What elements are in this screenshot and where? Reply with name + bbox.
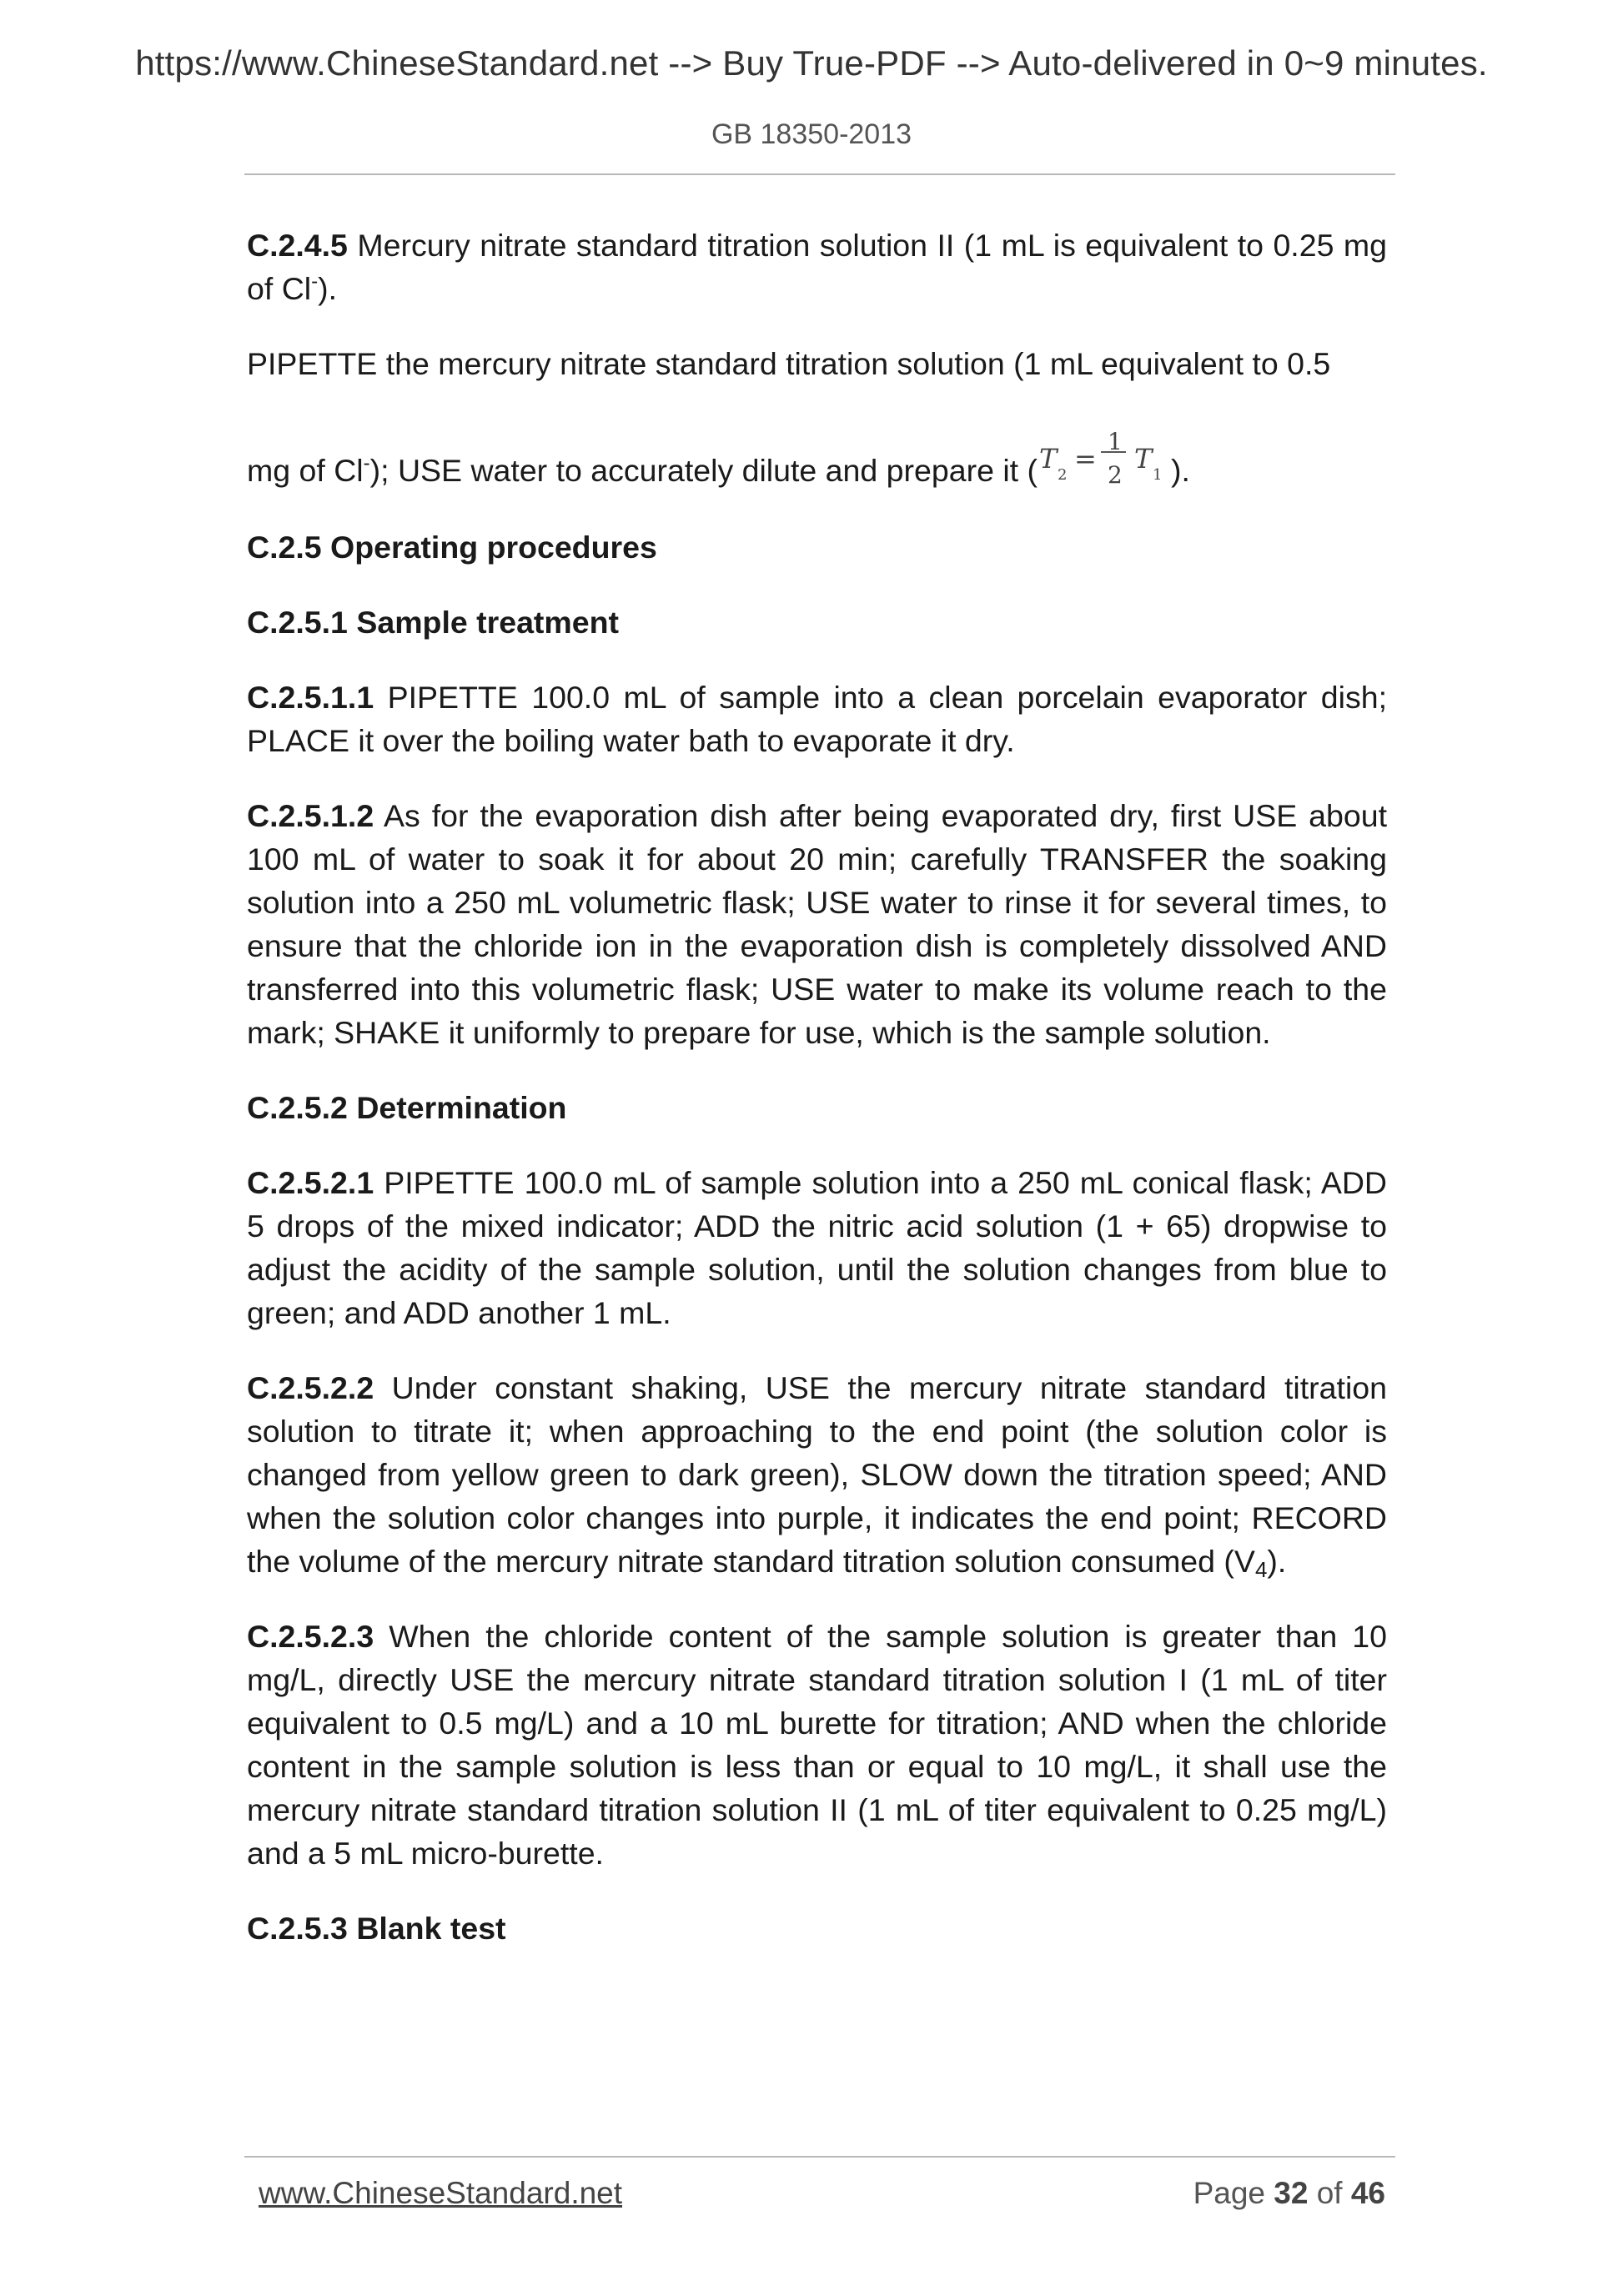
formula-denominator: 2: [1108, 461, 1123, 489]
formula-line-end: ).: [1171, 453, 1190, 488]
footer-site-link[interactable]: www.ChineseStandard.net: [259, 2176, 623, 2210]
heading-c2-5-1: C.2.5.1 Sample treatment: [247, 605, 620, 640]
clause-c2-5-2-1: [247, 1161, 1387, 1334]
formula-lhs: T: [1039, 443, 1058, 475]
superscript: -: [311, 270, 319, 293]
header-divider: [244, 173, 1395, 175]
formula-rhs: T: [1134, 443, 1153, 475]
formula-lhs-sub: 2: [1058, 466, 1068, 484]
formula-line-text: mg of Cl: [247, 453, 364, 488]
formula-line: [247, 419, 1387, 494]
heading-c2-5: C.2.5 Operating procedures: [247, 530, 657, 565]
clause-number: C.2.5.2.3: [247, 1619, 374, 1654]
formula-equals: =: [1074, 443, 1097, 475]
page-label: Page: [1193, 2176, 1265, 2210]
formula-line-text-b: ); USE water to accurately dilute and prepare it (: [369, 453, 1038, 488]
of-label: of: [1316, 2176, 1343, 2210]
formula-fraction-bar: [1101, 451, 1126, 453]
clause-c2-5-2-3: [247, 1615, 1387, 1875]
clause-text-end: ).: [1267, 1544, 1287, 1579]
clause-c2-4-5-instruction: PIPETTE the mercury nitrate standard titration solution (1 mL equivalent to 0.5: [247, 346, 1331, 381]
formula-rhs-sub: 1: [1153, 466, 1163, 484]
superscript: -: [363, 452, 370, 475]
clause-number: C.2.5.1.1: [247, 680, 374, 715]
clause-c2-5-1-2: [247, 794, 1387, 1054]
clause-number: C.2.5.2.2: [247, 1370, 374, 1405]
clause-text: PIPETTE 100.0 mL of sample into a clean porcelain evaporator dish; PLACE it over the boiling water bath to evaporate it dry.: [247, 680, 1387, 758]
clause-text: When the chloride content of the sample solution is greater than 10 mg/L, directly USE the mercury nitrate standard titration solution I (1 mL of titer equivalent to 0.5 mg/L) and a 10 mL burette for titration; AND when the chloride content in the sample solution is less than or equal to 10 mg/L, it shall use the mercury nitrate standard titration solution II (1 mL of titer equivalent to 0.25 mg/L) and a 5 mL micro-burette.: [247, 1619, 1387, 1871]
total-pages: 46: [1350, 2176, 1385, 2210]
clause-text: Mercury nitrate standard titration solution II (1 mL is equivalent to 0.25 mg of Cl: [247, 228, 1387, 306]
footer-divider: [244, 2156, 1395, 2158]
clause-number: C.2.5.2.1: [247, 1165, 374, 1200]
heading-c2-5-3: C.2.5.3 Blank test: [247, 1911, 506, 1946]
clause-text: Under constant shaking, USE the mercury nitrate standard titration solution to titrate it; when approaching to the end point (the solution color is changed from yellow green to dark green), SLOW down the titration speed; AND when the solution color changes into purple, it indicates the end point; RECORD the volume of the mercury nitrate standard titration solution consumed (V: [247, 1370, 1387, 1579]
clause-number: C.2.4.5: [247, 228, 348, 263]
clause-text: PIPETTE 100.0 mL of sample solution into a 250 mL conical flask; ADD 5 drops of the mixed indicator; ADD the nitric acid solution (1 + 65) dropwise to adjust the acidity of the sample solution, until the solution changes from blue to green; and ADD another 1 mL.: [247, 1165, 1387, 1330]
document-body: [247, 224, 1387, 1950]
clause-text: As for the evaporation dish after being evaporated dry, first USE about 100 mL of water to soak it for about 20 min; carefully TRANSFER the soaking solution into a 250 mL volumetric flask; USE water to rinse it for several times, to ensure that the chloride ion in the evaporation dish is completely dissolved AND transferred into this volumetric flask; USE water to make its volume reach to the mark; SHAKE it uniformly to prepare for use, which is the sample solution.: [247, 798, 1387, 1050]
clause-text-end: ).: [318, 271, 338, 306]
page-number: 32: [1274, 2176, 1309, 2210]
subscript: 4: [1254, 1557, 1268, 1582]
dilution-formula: [1038, 428, 1171, 499]
top-banner[interactable]: https://www.ChineseStandard.net --> Buy True-PDF --> Auto-delivered in 0~9 minutes.: [135, 43, 1488, 83]
clause-c2-4-5: [247, 224, 1387, 310]
page-indicator: [1193, 2176, 1385, 2211]
formula-numerator: 1: [1108, 428, 1123, 455]
clause-number: C.2.5.1.2: [247, 798, 374, 833]
standard-code: GB 18350-2013: [711, 118, 912, 150]
clause-c2-5-2-2: [247, 1366, 1387, 1583]
heading-c2-5-2: C.2.5.2 Determination: [247, 1090, 567, 1125]
clause-c2-5-1-1: [247, 676, 1387, 762]
